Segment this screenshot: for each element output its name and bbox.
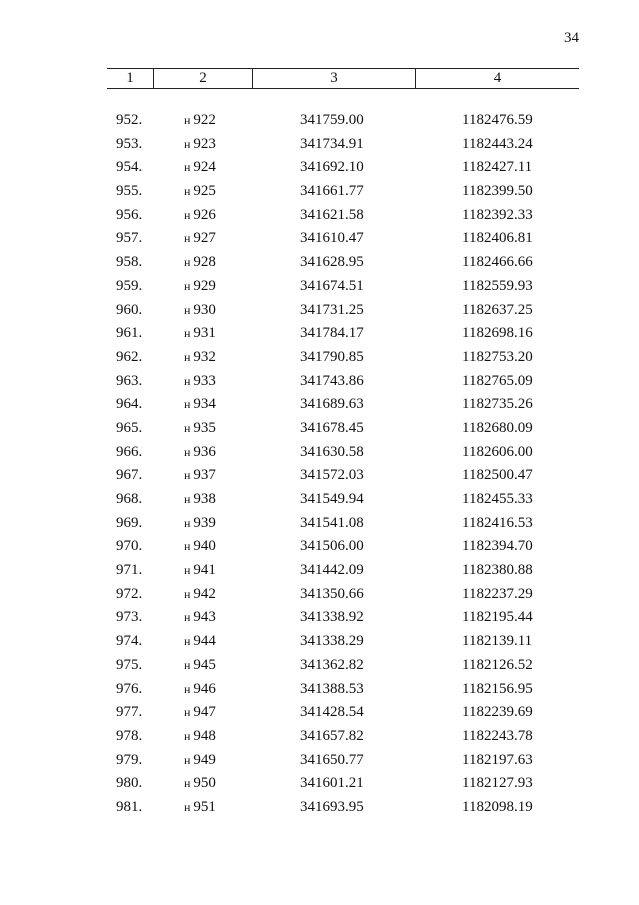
- row-number: 952.: [116, 112, 143, 128]
- point-number: 939: [193, 514, 216, 531]
- point-id: [184, 133, 216, 157]
- row-number: 956.: [116, 206, 143, 223]
- coord-y: 1182237.29: [462, 585, 533, 602]
- point-number: 922: [193, 112, 216, 128]
- table-row: [0, 630, 639, 654]
- point-number: 923: [193, 135, 216, 152]
- table-row: [0, 251, 639, 275]
- point-number: 946: [193, 680, 216, 697]
- point-number: 924: [193, 159, 216, 176]
- coord-y: 1182399.50: [462, 183, 533, 200]
- table-row: [0, 346, 639, 370]
- row-number: 960.: [116, 301, 143, 318]
- coord-y: 1182394.70: [462, 538, 533, 555]
- point-prefix: н: [184, 255, 191, 270]
- point-id: [184, 772, 216, 796]
- point-id: [184, 417, 216, 441]
- row-number: 981.: [116, 798, 143, 815]
- table-row: [0, 417, 639, 441]
- point-prefix: н: [184, 492, 191, 506]
- point-prefix: н: [184, 349, 191, 364]
- table-row: [0, 180, 639, 204]
- table-row: [0, 559, 639, 583]
- table-row: [0, 204, 639, 228]
- coord-y: 1182195.44: [462, 609, 533, 626]
- row-number: 973.: [116, 609, 143, 626]
- page-number: 34: [564, 30, 579, 46]
- table-header: [107, 68, 579, 89]
- point-id: [184, 512, 216, 536]
- table-row: [0, 275, 639, 299]
- table-row: [0, 606, 639, 630]
- coord-y: 1182443.24: [462, 135, 533, 152]
- coord-x: 341657.82: [300, 727, 364, 744]
- coord-x: 341388.53: [300, 680, 364, 697]
- row-number: 979.: [116, 751, 143, 768]
- point-prefix: н: [184, 515, 191, 530]
- table-row: [0, 654, 639, 678]
- point-id: [184, 322, 216, 346]
- header-col-4: 4: [415, 69, 579, 88]
- table-row: [0, 370, 639, 394]
- table-row: [0, 133, 639, 157]
- coord-x: 341661.77: [300, 183, 364, 200]
- row-number: 953.: [116, 135, 143, 152]
- table-row: [0, 109, 639, 133]
- coord-x: 341693.95: [300, 798, 364, 815]
- header-col-2: 2: [153, 69, 252, 88]
- point-number: 930: [193, 301, 216, 318]
- point-prefix: н: [184, 326, 191, 341]
- row-number: 974.: [116, 633, 143, 650]
- table-row: [0, 299, 639, 323]
- point-id: [184, 109, 216, 133]
- table-row: [0, 725, 639, 749]
- row-number: 965.: [116, 419, 143, 436]
- point-prefix: н: [184, 136, 191, 151]
- coord-x: 341689.63: [300, 396, 364, 413]
- point-number: 935: [193, 419, 216, 436]
- coord-y: 1182606.00: [462, 443, 533, 460]
- point-id: [184, 725, 216, 749]
- table-row: [0, 678, 639, 702]
- point-id: [184, 393, 216, 417]
- point-prefix: н: [184, 373, 191, 388]
- point-prefix: н: [184, 207, 191, 222]
- point-prefix: н: [184, 752, 191, 767]
- point-prefix: н: [184, 113, 191, 127]
- coord-x: 341610.47: [300, 230, 364, 247]
- point-id: [184, 441, 216, 465]
- point-id: [184, 654, 216, 678]
- point-id: [184, 156, 216, 180]
- point-number: 942: [193, 585, 216, 602]
- coord-x: 341731.25: [300, 301, 364, 318]
- coord-x: 341759.00: [300, 112, 364, 128]
- row-number: 971.: [116, 562, 143, 579]
- coord-y: 1182243.78: [462, 727, 533, 744]
- point-number: 926: [193, 206, 216, 223]
- point-id: [184, 464, 216, 488]
- point-number: 943: [193, 609, 216, 626]
- point-number: 949: [193, 751, 216, 768]
- point-number: 936: [193, 443, 216, 460]
- table-row: [0, 156, 639, 180]
- table-row: [0, 512, 639, 536]
- coord-x: 341784.17: [300, 325, 364, 342]
- header-col-3: 3: [252, 69, 415, 88]
- point-id: [184, 606, 216, 630]
- coord-x: 341549.94: [300, 491, 364, 507]
- point-id: [184, 749, 216, 773]
- point-number: 929: [193, 277, 216, 294]
- point-id: [184, 370, 216, 394]
- table-row: [0, 583, 639, 607]
- coord-y: 1182466.66: [462, 254, 533, 271]
- point-id: [184, 299, 216, 323]
- coord-y: 1182559.93: [462, 277, 533, 294]
- point-number: 937: [193, 467, 216, 484]
- table-row: [0, 322, 639, 346]
- table-row: [0, 464, 639, 488]
- coord-x: 341362.82: [300, 656, 364, 673]
- coord-y: 1182197.63: [462, 751, 533, 768]
- row-number: 959.: [116, 277, 143, 294]
- coord-x: 341338.92: [300, 609, 364, 626]
- table-row: [0, 488, 639, 512]
- row-number: 955.: [116, 183, 143, 200]
- row-number: 968.: [116, 491, 143, 507]
- coord-y: 1182139.11: [462, 633, 533, 650]
- point-id: [184, 346, 216, 370]
- coord-y: 1182765.09: [462, 372, 533, 389]
- point-number: 932: [193, 348, 216, 365]
- coord-x: 341678.45: [300, 419, 364, 436]
- coord-x: 341650.77: [300, 751, 364, 768]
- coord-y: 1182156.95: [462, 680, 533, 697]
- row-number: 963.: [116, 372, 143, 389]
- table-body: [0, 109, 639, 820]
- point-prefix: н: [184, 184, 191, 199]
- coord-y: 1182098.19: [462, 798, 533, 815]
- coord-x: 341630.58: [300, 443, 364, 460]
- point-id: [184, 559, 216, 583]
- row-number: 954.: [116, 159, 143, 176]
- point-id: [184, 227, 216, 251]
- point-id: [184, 701, 216, 725]
- point-number: 950: [193, 775, 216, 792]
- point-id: [184, 678, 216, 702]
- table-row: [0, 535, 639, 559]
- point-prefix: н: [184, 728, 191, 743]
- row-number: 961.: [116, 325, 143, 342]
- point-prefix: н: [184, 610, 191, 625]
- coord-y: 1182735.26: [462, 396, 533, 413]
- point-prefix: н: [184, 539, 191, 554]
- point-number: 928: [193, 254, 216, 271]
- point-prefix: н: [184, 776, 191, 791]
- point-prefix: н: [184, 160, 191, 175]
- point-number: 951: [193, 798, 216, 815]
- table-row: [0, 441, 639, 465]
- coord-x: 341734.91: [300, 135, 364, 152]
- row-number: 976.: [116, 680, 143, 697]
- point-id: [184, 535, 216, 559]
- point-number: 938: [193, 491, 216, 507]
- row-number: 972.: [116, 585, 143, 602]
- row-number: 957.: [116, 230, 143, 247]
- coord-y: 1182680.09: [462, 419, 533, 436]
- coord-y: 1182380.88: [462, 562, 533, 579]
- point-prefix: н: [184, 302, 191, 317]
- coord-x: 341790.85: [300, 348, 364, 365]
- coord-y: 1182427.11: [462, 159, 533, 176]
- point-number: 925: [193, 183, 216, 200]
- coord-y: 1182392.33: [462, 206, 533, 223]
- coord-y: 1182476.59: [462, 112, 533, 128]
- point-id: [184, 583, 216, 607]
- point-prefix: н: [184, 657, 191, 672]
- point-number: 944: [193, 633, 216, 650]
- coord-x: 341541.08: [300, 514, 364, 531]
- row-number: 977.: [116, 704, 143, 721]
- coord-y: 1182753.20: [462, 348, 533, 365]
- coord-x: 341601.21: [300, 775, 364, 792]
- row-number: 966.: [116, 443, 143, 460]
- row-number: 967.: [116, 467, 143, 484]
- coord-x: 341692.10: [300, 159, 364, 176]
- coord-x: 341350.66: [300, 585, 364, 602]
- row-number: 980.: [116, 775, 143, 792]
- point-number: 934: [193, 396, 216, 413]
- row-number: 975.: [116, 656, 143, 673]
- point-id: [184, 796, 216, 820]
- table-row: [0, 796, 639, 820]
- coord-x: 341628.95: [300, 254, 364, 271]
- coord-y: 1182637.25: [462, 301, 533, 318]
- point-prefix: н: [184, 397, 191, 412]
- table-row: [0, 393, 639, 417]
- point-id: [184, 180, 216, 204]
- row-number: 970.: [116, 538, 143, 555]
- row-number: 969.: [116, 514, 143, 531]
- point-number: 947: [193, 704, 216, 721]
- coord-x: 341428.54: [300, 704, 364, 721]
- coord-x: 341338.29: [300, 633, 364, 650]
- point-prefix: н: [184, 420, 191, 435]
- table-row: [0, 772, 639, 796]
- point-number: 927: [193, 230, 216, 247]
- point-prefix: н: [184, 799, 191, 814]
- coord-y: 1182698.16: [462, 325, 533, 342]
- point-prefix: н: [184, 586, 191, 601]
- point-number: 941: [193, 562, 216, 579]
- coord-y: 1182239.69: [462, 704, 533, 721]
- coord-x: 341743.86: [300, 372, 364, 389]
- point-number: 931: [193, 325, 216, 342]
- point-prefix: н: [184, 563, 191, 578]
- coord-y: 1182127.93: [462, 775, 533, 792]
- point-prefix: н: [184, 634, 191, 649]
- coord-x: 341621.58: [300, 206, 364, 223]
- header-col-1: 1: [126, 70, 134, 86]
- row-number: 978.: [116, 727, 143, 744]
- point-prefix: н: [184, 468, 191, 483]
- point-id: [184, 488, 216, 512]
- point-number: 933: [193, 372, 216, 389]
- row-number: 964.: [116, 396, 143, 413]
- table-row: [0, 749, 639, 773]
- point-prefix: н: [184, 681, 191, 696]
- coord-y: 1182500.47: [462, 467, 533, 484]
- coord-x: 341572.03: [300, 467, 364, 484]
- row-number: 962.: [116, 348, 143, 365]
- coord-x: 341442.09: [300, 562, 364, 579]
- coord-x: 341674.51: [300, 277, 364, 294]
- coord-y: 1182455.33: [462, 491, 533, 507]
- point-id: [184, 275, 216, 299]
- point-prefix: н: [184, 278, 191, 293]
- point-prefix: н: [184, 444, 191, 459]
- point-number: 940: [193, 538, 216, 555]
- coord-y: 1182126.52: [462, 656, 533, 673]
- point-id: [184, 630, 216, 654]
- point-id: [184, 251, 216, 275]
- point-number: 945: [193, 656, 216, 673]
- point-number: 948: [193, 727, 216, 744]
- row-number: 958.: [116, 254, 143, 271]
- coord-y: 1182406.81: [462, 230, 533, 247]
- point-prefix: н: [184, 231, 191, 246]
- point-prefix: н: [184, 705, 191, 720]
- table-row: [0, 227, 639, 251]
- table-row: [0, 701, 639, 725]
- coord-y: 1182416.53: [462, 514, 533, 531]
- point-id: [184, 204, 216, 228]
- coord-x: 341506.00: [300, 538, 364, 555]
